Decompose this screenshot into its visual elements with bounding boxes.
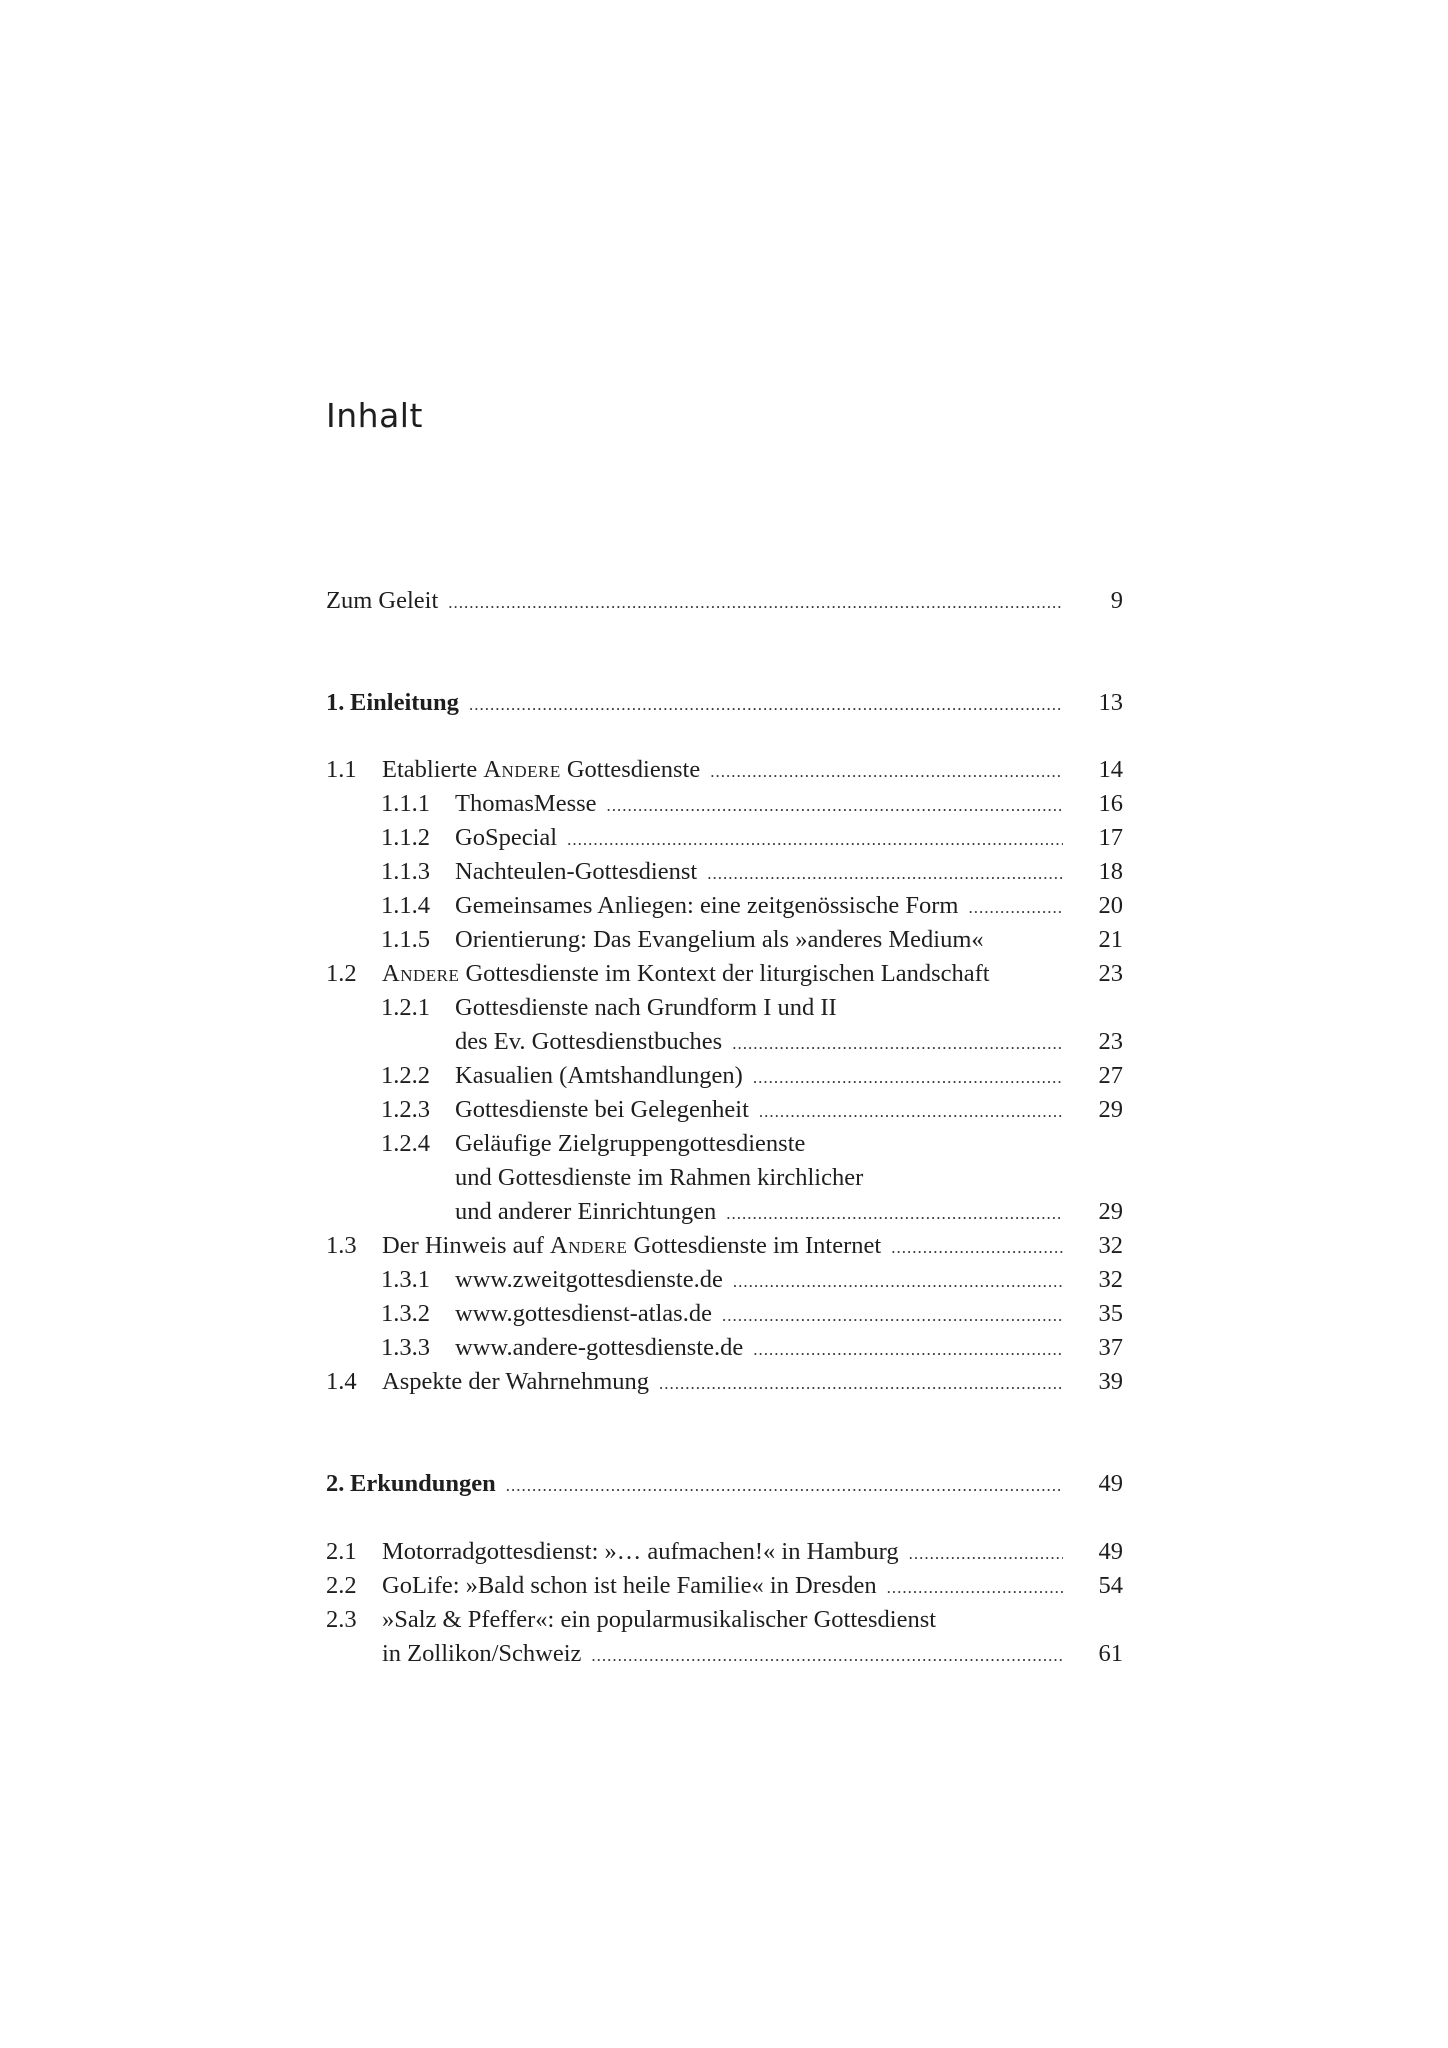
toc-page-number: 61: [1098, 1640, 1123, 1667]
toc-page-number: 18: [1098, 858, 1123, 885]
toc-section-number: 1.1.1: [381, 790, 430, 817]
toc-section-number: 1.1: [326, 756, 357, 783]
toc-section-number: 1.2.3: [381, 1096, 430, 1123]
toc-section-number: 1.3.2: [381, 1300, 430, 1327]
title-suffix: Gottesdienste: [560, 756, 701, 783]
toc-entry-1-1-2[interactable]: [326, 821, 1123, 855]
toc-entry-2-3[interactable]: [326, 1603, 1123, 1637]
toc-entry-title: Erkundungen: [350, 1470, 496, 1497]
toc-section-number: 1.3.3: [381, 1334, 430, 1361]
toc-section-number: 1.2.2: [381, 1062, 430, 1089]
toc-page-number: 9: [1110, 587, 1123, 614]
toc-section-number: 1.3: [326, 1232, 357, 1259]
dot-leader: [753, 1333, 1063, 1367]
toc-page-number: 49: [1098, 1470, 1123, 1497]
toc-entry-title: [382, 753, 700, 787]
toc-entry-title: Zum Geleit: [326, 587, 439, 614]
toc-entry-title: www.zweitgottesdienste.de: [455, 1266, 723, 1293]
toc-entry-zum-geleit[interactable]: [326, 584, 1123, 618]
dot-leader: [448, 586, 1063, 620]
toc-page-number: 21: [1098, 926, 1123, 953]
toc-entry-1-4[interactable]: [326, 1365, 1123, 1399]
toc-entry-title: Orientierung: Das Evangelium als »anderes Medium«: [455, 926, 984, 953]
toc-entry-2-1[interactable]: [326, 1535, 1123, 1569]
toc-chapter-1[interactable]: [326, 686, 1123, 720]
dot-leader: [726, 1197, 1063, 1231]
toc-entry-1-2-3[interactable]: [326, 1093, 1123, 1127]
title-prefix: Etablierte: [382, 756, 484, 783]
toc-page-number: 16: [1098, 790, 1123, 817]
toc-page-number: 32: [1098, 1232, 1123, 1259]
dot-leader: [506, 1469, 1063, 1503]
toc-page-number: 39: [1098, 1368, 1123, 1395]
dot-leader: [733, 1265, 1063, 1299]
toc-section-number: 1.2.4: [381, 1130, 430, 1157]
dot-leader: [759, 1095, 1063, 1129]
toc-section-number: 1.1.2: [381, 824, 430, 851]
toc-page-number: 23: [1098, 1028, 1123, 1055]
toc-entry-1-3-3[interactable]: [326, 1331, 1123, 1365]
toc-entry-1-2-4-continued[interactable]: [326, 1161, 1123, 1195]
dot-leader: [891, 1231, 1063, 1265]
toc-section-number: 2.3: [326, 1606, 357, 1633]
toc-page-number: 49: [1098, 1538, 1123, 1565]
toc-entry-title: Nachteulen-Gottesdienst: [455, 858, 698, 885]
toc-entry-title-line-1: Gottesdienste nach Grundform I und II: [455, 994, 837, 1021]
toc-page-number: 17: [1098, 824, 1123, 851]
toc-section-number: 2.1: [326, 1538, 357, 1565]
toc-entry-1-1-1[interactable]: [326, 787, 1123, 821]
dot-leader: [659, 1367, 1063, 1401]
toc-entry-title: www.gottesdienst-atlas.de: [455, 1300, 712, 1327]
dot-leader: [591, 1639, 1063, 1673]
toc-page-number: 29: [1098, 1096, 1123, 1123]
toc-entry-title-line-2: und Gottesdienste im Rahmen kirchlicher: [455, 1164, 864, 1191]
toc-page-number: 37: [1098, 1334, 1123, 1361]
dot-leader: [968, 891, 1063, 925]
toc-entry-title-line-2: des Ev. Gottesdienstbuches: [455, 1028, 723, 1055]
toc-section-number: 1.2.1: [381, 994, 430, 1021]
toc-page-number: 32: [1098, 1266, 1123, 1293]
toc-entry-title: Einleitung: [350, 689, 459, 716]
dot-leader: [732, 1027, 1063, 1061]
toc-section-number: 1.3.1: [381, 1266, 430, 1293]
dot-leader: [710, 755, 1063, 789]
toc-section-number: 1.2: [326, 960, 357, 987]
toc-section-number: 1.4: [326, 1368, 357, 1395]
toc-chapter-2[interactable]: [326, 1467, 1123, 1501]
toc-entry-1-2-4[interactable]: [326, 1127, 1123, 1161]
small-caps-term: Andere: [550, 1232, 628, 1259]
toc-entry-title: Gottesdienste bei Gelegenheit: [455, 1096, 749, 1123]
toc-entry-title-line-2: in Zollikon/Schweiz: [382, 1640, 582, 1667]
toc-entry-1-3-2[interactable]: [326, 1297, 1123, 1331]
dot-leader: [909, 1537, 1063, 1571]
toc-chapter-number: 1.: [326, 689, 345, 716]
toc-section-number: 2.2: [326, 1572, 357, 1599]
toc-page-number: 13: [1098, 689, 1123, 716]
toc-entry-2-2[interactable]: [326, 1569, 1123, 1603]
toc-entry-1-3-1[interactable]: [326, 1263, 1123, 1297]
toc-section-number: 1.1.5: [381, 926, 430, 953]
toc-chapter-number: 2.: [326, 1470, 345, 1497]
dot-leader: [567, 823, 1063, 857]
toc-entry-1-2-1[interactable]: [326, 991, 1123, 1025]
toc-entry-title: [382, 1229, 881, 1263]
dot-leader: [469, 688, 1063, 722]
toc-page-number: 27: [1098, 1062, 1123, 1089]
toc-entry-title: ThomasMesse: [455, 790, 597, 817]
toc-page-number: 20: [1098, 892, 1123, 919]
toc-entry-title-line-3: und anderer Einrichtungen: [455, 1198, 717, 1225]
dot-leader: [887, 1571, 1063, 1605]
small-caps-term: Andere: [483, 756, 561, 783]
title-suffix: Gottesdienste im Kontext der liturgischen Landschaft: [459, 960, 990, 987]
toc-entry-title-line-1: »Salz & Pfeffer«: ein popularmusikalischer Gottesdienst: [382, 1606, 937, 1633]
dot-leader: [753, 1061, 1063, 1095]
dot-leader: [722, 1299, 1063, 1333]
toc-entry-title: GoLife: »Bald schon ist heile Familie« in Dresden: [382, 1572, 877, 1599]
title-prefix: Der Hinweis auf: [382, 1232, 551, 1259]
toc-entry-1-2[interactable]: [326, 957, 1123, 991]
toc-entry-1-3[interactable]: [326, 1229, 1123, 1263]
page-title: Inhalt: [326, 396, 423, 435]
toc-entry-title: Motorradgottesdienst: »… aufmachen!« in Hamburg: [382, 1538, 899, 1565]
toc-section-number: 1.1.4: [381, 892, 430, 919]
toc-entry-1-1-3[interactable]: [326, 855, 1123, 889]
toc-page-number: 14: [1098, 756, 1123, 783]
dot-leader: [607, 789, 1063, 823]
title-suffix: Gottesdienste im Internet: [627, 1232, 882, 1259]
toc-page-number: 54: [1098, 1572, 1123, 1599]
toc-entry-1-2-1-continued[interactable]: [326, 1025, 1123, 1059]
toc-entry-1-1-4[interactable]: [326, 889, 1123, 923]
toc-page-number: 29: [1098, 1198, 1123, 1225]
toc-entry-1-1[interactable]: [326, 753, 1123, 787]
toc-entry-1-1-5[interactable]: [326, 923, 1123, 957]
toc-page-number: 23: [1098, 960, 1123, 987]
toc-entry-title-line-1: Geläufige Zielgruppengottesdienste: [455, 1130, 806, 1157]
toc-entry-title: Kasualien (Amtshandlungen): [455, 1062, 743, 1089]
small-caps-term: Andere: [382, 960, 460, 987]
toc-entry-title: www.andere-gottesdienste.de: [455, 1334, 744, 1361]
toc-entry-2-3-continued[interactable]: [326, 1637, 1123, 1671]
toc-entry-title: GoSpecial: [455, 824, 558, 851]
toc-section-number: 1.1.3: [381, 858, 430, 885]
toc-entry-title: Aspekte der Wahrnehmung: [382, 1368, 649, 1395]
toc-entry-1-2-2[interactable]: [326, 1059, 1123, 1093]
toc-entry-1-2-4-continued-2[interactable]: [326, 1195, 1123, 1229]
toc-entry-title: [382, 957, 990, 991]
dot-leader: [707, 857, 1063, 891]
toc-page-number: 35: [1098, 1300, 1123, 1327]
toc-entry-title: Gemeinsames Anliegen: eine zeitgenössische Form: [455, 892, 959, 919]
